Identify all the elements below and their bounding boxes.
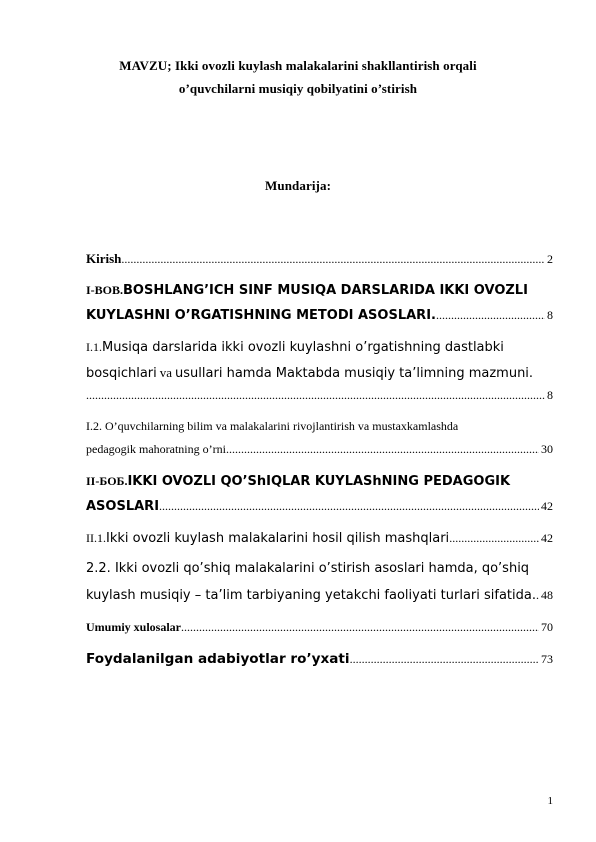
toc-entry-title: Ikki ovozli kuylash malakalarini hosil qilish mashqlari (106, 531, 450, 546)
document-title-line-2: o’quvchilarni musiqiy qobilyatini o’stirish (178, 81, 418, 96)
dot-leader (449, 526, 539, 551)
section-prefix: II.1. (86, 531, 106, 545)
toc-entry-2-1[interactable] (86, 526, 553, 551)
toc-entry-1-1[interactable] (86, 335, 553, 410)
chapter-prefix: II-БОБ. (86, 474, 128, 488)
toc-page-number: 70 (541, 620, 553, 634)
dot-leader (181, 615, 539, 640)
section-prefix: I.1. (86, 340, 102, 354)
table-of-contents (86, 246, 553, 672)
toc-entry-bob-1[interactable] (86, 278, 553, 328)
toc-entry-title: Foydalanilgan adabiyotlar ro’yxati (86, 651, 350, 667)
dot-leader (436, 303, 545, 328)
dot-leader (350, 647, 539, 672)
toc-entry-title-continued: bosqichlari (86, 366, 157, 381)
toc-entry-1-2[interactable] (86, 415, 553, 461)
contents-heading: Mundarija: (265, 178, 331, 193)
toc-page-number: 73 (541, 652, 553, 666)
toc-page-number: 8 (547, 388, 553, 402)
toc-entry-title: Kirish (86, 251, 122, 266)
toc-page-number: 42 (541, 499, 553, 513)
dot-leader (226, 438, 539, 461)
toc-page-number: 2 (547, 252, 553, 266)
toc-entry-title: Umumiy xulosalar (86, 620, 182, 634)
toc-entry-title: BOSHLANG’ICH SINF MUSIQA DARSLARIDA IKKI OVOZLI (123, 283, 528, 298)
toc-entry-title: IKKI OVOZLI QO’ShIQLAR KUYLAShNING PEDAGOGIK (127, 474, 511, 489)
dot-leader (159, 494, 539, 519)
toc-entry-title: Musiqa darslarida ikki ovozli kuylashni o’rgatishning dastlabki (102, 340, 504, 355)
toc-page-number: 30 (541, 442, 553, 456)
chapter-prefix: I-BOB. (86, 283, 124, 297)
toc-page-number: 8 (547, 308, 553, 322)
toc-entry-title: I.2. O’quvchilarning bilim va malakalarini rivojlantirish va mustaxkamlashda (86, 419, 459, 433)
document-title-line-1: MAVZU; Ikki ovozli kuylash malakalarini shakllantirish orqali (119, 58, 477, 73)
toc-entry-bob-2[interactable] (86, 469, 553, 519)
toc-entry-kirish[interactable] (86, 246, 553, 271)
toc-entry-xulosa[interactable] (86, 615, 553, 640)
toc-entry-title-continued: usullari hamda Maktabda musiqiy ta’limning mazmuni. (175, 366, 534, 381)
dot-leader (86, 385, 545, 405)
toc-entry-title-continued: KUYLASHNI O’RGATISHNING METODI ASOSLARI. (86, 308, 436, 323)
toc-entry-title-continued: pedagogik mahoratning o’rni (86, 442, 226, 456)
toc-entry-title-continued: ASOSLARI (86, 499, 160, 514)
toc-entry-title-continued: kuylash musiqiy – ta’lim tarbiyaning yetakchi faoliyati turlari sifatida. (86, 588, 536, 603)
toc-entry-adabiyotlar[interactable] (86, 647, 553, 672)
dot-leader (121, 247, 545, 272)
page-number: 1 (547, 795, 553, 807)
toc-entry-title: 2.2. Ikki ovozli qo’shiq malakalarini o’stirish asoslari hamda, qo’shiq (86, 561, 530, 576)
toc-page-number: 48 (541, 588, 553, 602)
toc-entry-2-2[interactable] (86, 556, 553, 608)
toc-page-number: 42 (541, 531, 553, 545)
toc-entry-title-continued: va (159, 365, 173, 380)
